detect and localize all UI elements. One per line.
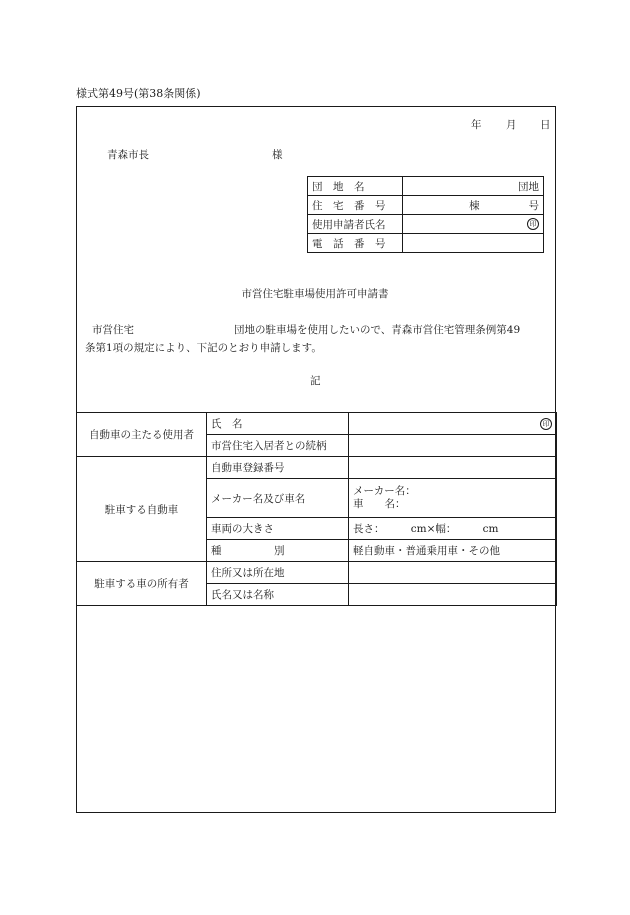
maker-label: メーカー名及び車名 xyxy=(207,479,349,518)
building-unit: 棟 xyxy=(469,199,480,212)
user-name-field[interactable] xyxy=(349,413,557,435)
parking-details-table xyxy=(76,412,557,606)
maker-value: メーカー名： xyxy=(353,485,416,497)
applicant-name-label: 使用申請者氏名 xyxy=(308,215,403,234)
body-text-line1: 団地の駐車場を使用したいので、青森市営住宅管理条例第49 xyxy=(234,324,521,336)
date-day-label: 日 xyxy=(540,119,551,131)
relation-field[interactable] xyxy=(349,435,557,457)
danchi-label: 団 地 名 xyxy=(308,177,403,196)
owner-name-label: 氏名又は名称 xyxy=(207,584,349,606)
phone-field[interactable] xyxy=(403,234,544,253)
registration-field[interactable] xyxy=(349,457,557,479)
size-field[interactable]: 長さ： cm×幅： cm xyxy=(349,518,557,540)
body-text-prefix: 市営住宅 xyxy=(92,324,134,336)
ki-heading: 記 xyxy=(310,375,321,387)
size-label: 車両の大きさ xyxy=(207,518,349,540)
registration-label: 自動車登録番号 xyxy=(207,457,349,479)
house-number-field[interactable] xyxy=(403,196,544,215)
honorific: 様 xyxy=(272,149,283,161)
house-number-label: 住 宅 番 号 xyxy=(308,196,403,215)
applicant-row-danchi xyxy=(308,177,544,196)
user-category: 自動車の主たる使用者 xyxy=(77,413,207,457)
seal-icon: 印 xyxy=(540,418,552,430)
relation-label: 市営住宅入居者との続柄 xyxy=(207,435,349,457)
applicant-row-name xyxy=(308,215,544,234)
applicant-row-house-number xyxy=(308,196,544,215)
type-field[interactable]: 軽自動車・普通乗用車・その他 xyxy=(349,540,557,562)
form-number: 様式第49号(第38条関係) xyxy=(76,87,201,100)
room-unit: 号 xyxy=(528,199,539,212)
phone-label: 電 話 番 号 xyxy=(308,234,403,253)
danchi-field[interactable]: 団地 xyxy=(403,177,544,196)
date-month-label: 月 xyxy=(506,119,517,131)
table-row xyxy=(77,562,557,584)
applicant-name-field[interactable] xyxy=(403,215,544,234)
owner-address-label: 住所又は所在地 xyxy=(207,562,349,584)
owner-name-field[interactable] xyxy=(349,584,557,606)
table-row xyxy=(77,413,557,435)
owner-address-field[interactable] xyxy=(349,562,557,584)
owner-category: 駐車する車の所有者 xyxy=(77,562,207,606)
date-year-label: 年 xyxy=(471,119,482,131)
applicant-table xyxy=(307,176,544,253)
seal-icon: 印 xyxy=(527,218,539,230)
maker-field[interactable] xyxy=(349,479,557,518)
document-title: 市営住宅駐車場使用許可申請書 xyxy=(241,288,389,300)
table-row xyxy=(77,457,557,479)
applicant-row-phone xyxy=(308,234,544,253)
user-name-label: 氏 名 xyxy=(207,413,349,435)
body-text-line2: 条第1項の規定により、下記のとおり申請します。 xyxy=(85,342,322,354)
car-name-value: 車 名： xyxy=(353,498,406,510)
addressee: 青森市長 xyxy=(107,149,149,161)
type-label: 種 別 xyxy=(207,540,349,562)
vehicle-category: 駐車する自動車 xyxy=(77,457,207,562)
